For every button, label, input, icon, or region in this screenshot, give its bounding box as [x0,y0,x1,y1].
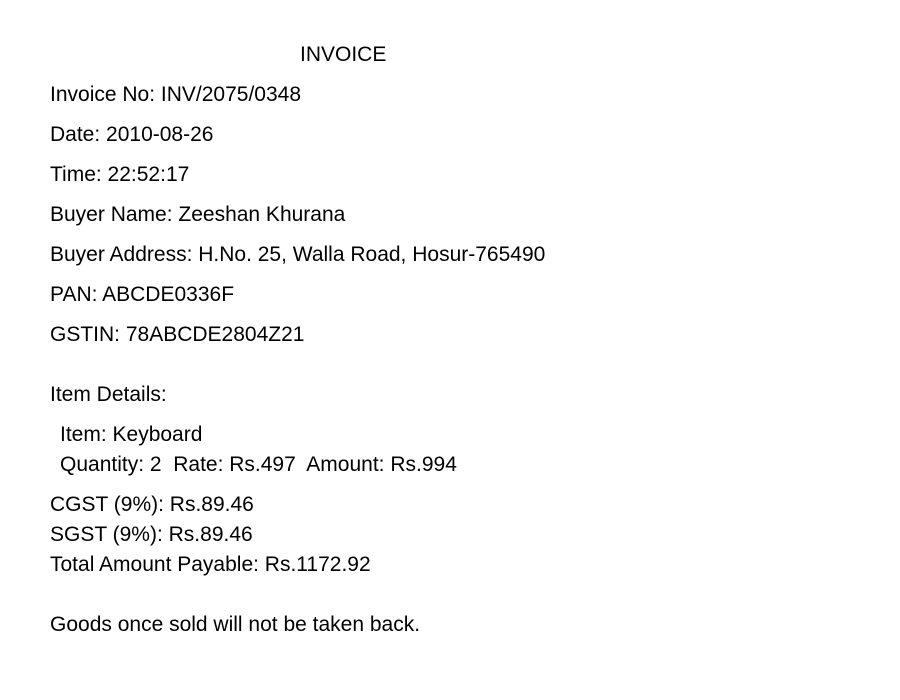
buyer-gstin: GSTIN: 78ABCDE2804Z21 [50,323,305,346]
buyer-pan: PAN: ABCDE0336F [50,283,235,306]
item-name: Item: Keyboard [60,423,203,446]
buyer-address: Buyer Address: H.No. 25, Walla Road, Hosur-765490 [50,243,546,266]
item-quantity-rate-amount: Quantity: 2 Rate: Rs.497 Amount: Rs.994 [60,453,457,476]
invoice-number: Invoice No: INV/2075/0348 [50,83,301,106]
invoice-title: INVOICE [300,43,387,66]
invoice-time: Time: 22:52:17 [50,163,190,186]
sgst-line: SGST (9%): Rs.89.46 [50,523,253,546]
footer-note: Goods once sold will not be taken back. [50,613,421,636]
cgst-line: CGST (9%): Rs.89.46 [50,493,254,516]
invoice-date: Date: 2010-08-26 [50,123,214,146]
item-details-heading: Item Details: [50,383,167,406]
buyer-name: Buyer Name: Zeeshan Khurana [50,203,346,226]
total-payable: Total Amount Payable: Rs.1172.92 [50,553,371,576]
